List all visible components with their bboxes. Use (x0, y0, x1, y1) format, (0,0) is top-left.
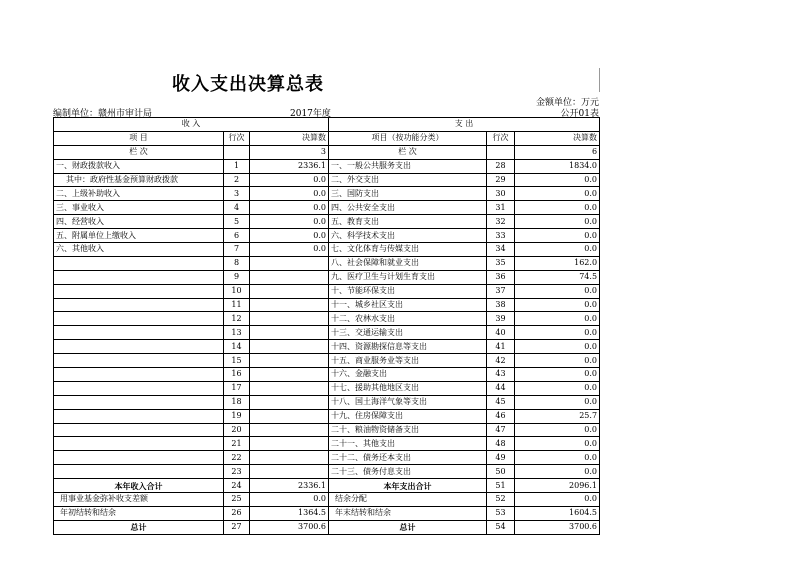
income-line: 7 (224, 243, 250, 257)
income-line: 4 (224, 201, 250, 215)
expense-item: 二十三、债务付息支出 (329, 465, 487, 479)
expense-item: 二、外交支出 (329, 173, 487, 187)
table-row (54, 437, 600, 451)
expense-end-label: 年末结转和结余 (329, 506, 487, 520)
expense-col-index: 6 (515, 145, 600, 159)
expense-line: 50 (487, 465, 515, 479)
expense-grand-total-amount: 3700.6 (515, 520, 600, 534)
income-item (54, 381, 224, 395)
income-item (54, 395, 224, 409)
income-begin-label: 年初结转和结余 (54, 506, 224, 520)
income-item (54, 270, 224, 284)
expense-grand-total-line: 54 (487, 520, 515, 534)
expense-amount: 0.0 (515, 284, 600, 298)
expense-lanci-label: 栏 次 (329, 145, 487, 159)
income-line: 13 (224, 326, 250, 340)
carryover-row (54, 506, 600, 520)
expense-item: 十五、商业服务业等支出 (329, 354, 487, 368)
expense-line: 48 (487, 437, 515, 451)
expense-line: 45 (487, 395, 515, 409)
expense-amount: 74.5 (515, 270, 600, 284)
expense-amount: 0.0 (515, 395, 600, 409)
table-row (54, 354, 600, 368)
expense-line: 28 (487, 159, 515, 173)
table-row (54, 215, 600, 229)
expense-amount: 0.0 (515, 173, 600, 187)
income-line: 1 (224, 159, 250, 173)
table-row (54, 270, 600, 284)
expense-amount: 0.0 (515, 465, 600, 479)
income-begin-amount: 1364.5 (250, 506, 329, 520)
table-row (54, 187, 600, 201)
expense-year-total-label: 本年支出合计 (329, 479, 487, 493)
expense-dist-line: 52 (487, 493, 515, 507)
income-item (54, 423, 224, 437)
expense-year-total-amount: 2096.1 (515, 479, 600, 493)
expense-line: 47 (487, 423, 515, 437)
income-item: 五、附属单位上缴收入 (54, 229, 224, 243)
expense-item: 十六、金融支出 (329, 368, 487, 382)
expense-item: 八、社会保障和就业支出 (329, 256, 487, 270)
income-amount (250, 326, 329, 340)
expense-line: 40 (487, 326, 515, 340)
income-amount (250, 409, 329, 423)
expense-line: 42 (487, 354, 515, 368)
expense-line: 44 (487, 381, 515, 395)
table-row (54, 368, 600, 382)
expense-end-line: 53 (487, 506, 515, 520)
income-year-total-line: 24 (224, 479, 250, 493)
income-line: 3 (224, 187, 250, 201)
expense-item: 十一、城乡社区支出 (329, 298, 487, 312)
income-year-total-amount: 2336.1 (250, 479, 329, 493)
income-item (54, 256, 224, 270)
income-amount: 0.0 (250, 243, 329, 257)
grand-total-row (54, 520, 600, 534)
expense-amount-header: 决算数 (515, 131, 600, 145)
expense-dist-amount: 0.0 (515, 493, 600, 507)
income-line-header: 行次 (224, 131, 250, 145)
expense-line: 43 (487, 368, 515, 382)
income-amount (250, 284, 329, 298)
expense-amount: 0.0 (515, 368, 600, 382)
income-lanci-label: 栏 次 (54, 145, 224, 159)
income-section-header: 收 入 (54, 118, 329, 132)
table-row (54, 381, 600, 395)
table-row (54, 451, 600, 465)
income-item (54, 284, 224, 298)
expense-line: 36 (487, 270, 515, 284)
income-item: 三、事业收入 (54, 201, 224, 215)
page-title: 收入支出决算总表 (172, 74, 324, 95)
expense-line: 32 (487, 215, 515, 229)
expense-amount: 0.0 (515, 229, 600, 243)
income-item (54, 340, 224, 354)
income-line: 8 (224, 256, 250, 270)
income-amount (250, 354, 329, 368)
income-amount (250, 381, 329, 395)
expense-item: 一、一般公共服务支出 (329, 159, 487, 173)
table-row (54, 173, 600, 187)
expense-item: 二十一、其他支出 (329, 437, 487, 451)
income-item (54, 437, 224, 451)
unit-label: 金额单位：万元 (535, 98, 599, 108)
income-line: 16 (224, 368, 250, 382)
expense-item-header: 项目（按功能分类） (329, 131, 487, 145)
expense-amount: 0.0 (515, 451, 600, 465)
org-label: 编制单位：赣州市审计局 (53, 109, 153, 119)
income-line: 2 (224, 173, 250, 187)
column-index-row (54, 145, 600, 159)
income-line: 15 (224, 354, 250, 368)
expense-item: 七、文化体育与传媒支出 (329, 243, 487, 257)
income-amount (250, 368, 329, 382)
expense-grand-total-label: 总计 (329, 520, 487, 534)
expense-dist-label: 结余分配 (329, 493, 487, 507)
year-label: 2017年度 (290, 109, 331, 119)
income-line: 17 (224, 381, 250, 395)
income-line: 21 (224, 437, 250, 451)
income-amount: 0.0 (250, 215, 329, 229)
income-item (54, 465, 224, 479)
expense-line: 30 (487, 187, 515, 201)
income-amount (250, 451, 329, 465)
expense-line: 33 (487, 229, 515, 243)
expense-item: 五、教育支出 (329, 215, 487, 229)
table-row (54, 326, 600, 340)
expense-line: 46 (487, 409, 515, 423)
income-grand-total-label: 总计 (54, 520, 224, 534)
table-row (54, 409, 600, 423)
income-line: 23 (224, 465, 250, 479)
table-row (54, 284, 600, 298)
income-amount: 0.0 (250, 201, 329, 215)
expense-amount: 0.0 (515, 298, 600, 312)
income-item (54, 312, 224, 326)
table-number: 公开01表 (560, 109, 599, 119)
income-amount: 2336.1 (250, 159, 329, 173)
expense-item: 十八、国土海洋气象等支出 (329, 395, 487, 409)
expense-item: 二十、粮油物资储备支出 (329, 423, 487, 437)
income-line: 9 (224, 270, 250, 284)
income-item: 一、财政拨款收入 (54, 159, 224, 173)
income-line-index (224, 145, 250, 159)
expense-amount: 0.0 (515, 326, 600, 340)
expense-item: 六、科学技术支出 (329, 229, 487, 243)
expense-line: 29 (487, 173, 515, 187)
expense-item: 二十二、债务还本支出 (329, 451, 487, 465)
income-fund-amount: 0.0 (250, 493, 329, 507)
income-line: 10 (224, 284, 250, 298)
expense-line: 35 (487, 256, 515, 270)
income-line: 18 (224, 395, 250, 409)
income-line: 5 (224, 215, 250, 229)
expense-line-header: 行次 (487, 131, 515, 145)
annual-total-row (54, 479, 600, 493)
income-grand-total-amount: 3700.6 (250, 520, 329, 534)
income-line: 6 (224, 229, 250, 243)
table-row (54, 243, 600, 257)
table-row (54, 201, 600, 215)
income-item (54, 409, 224, 423)
income-amount (250, 270, 329, 284)
income-item (54, 451, 224, 465)
expense-section-header: 支 出 (329, 118, 600, 132)
expense-item: 九、医疗卫生与计划生育支出 (329, 270, 487, 284)
expense-line: 31 (487, 201, 515, 215)
income-item (54, 368, 224, 382)
income-item (54, 354, 224, 368)
income-line: 22 (224, 451, 250, 465)
expense-line: 37 (487, 284, 515, 298)
income-item: 其中：政府性基金预算财政拨款 (54, 173, 224, 187)
expense-line: 41 (487, 340, 515, 354)
income-amount (250, 312, 329, 326)
table-row (54, 229, 600, 243)
page-edge-line (599, 68, 600, 92)
income-item-header: 项 目 (54, 131, 224, 145)
expense-line: 49 (487, 451, 515, 465)
expense-end-amount: 1604.5 (515, 506, 600, 520)
budget-summary-table (53, 117, 600, 535)
income-amount (250, 437, 329, 451)
income-line: 19 (224, 409, 250, 423)
income-line: 12 (224, 312, 250, 326)
income-amount (250, 340, 329, 354)
income-item: 二、上级补助收入 (54, 187, 224, 201)
income-amount (250, 423, 329, 437)
table-row (54, 340, 600, 354)
income-item: 六、其他收入 (54, 243, 224, 257)
expense-year-total-line: 51 (487, 479, 515, 493)
income-amount (250, 256, 329, 270)
expense-item: 三、国防支出 (329, 187, 487, 201)
income-amount: 0.0 (250, 173, 329, 187)
column-header-row (54, 131, 600, 145)
income-amount (250, 395, 329, 409)
income-item (54, 298, 224, 312)
expense-amount: 1834.0 (515, 159, 600, 173)
income-amount-header: 决算数 (250, 131, 329, 145)
income-year-total-label: 本年收入合计 (54, 479, 224, 493)
expense-line: 34 (487, 243, 515, 257)
income-amount (250, 298, 329, 312)
income-fund-label: 用事业基金弥补收支差额 (54, 493, 224, 507)
expense-item: 十二、农林水支出 (329, 312, 487, 326)
income-line: 11 (224, 298, 250, 312)
table-row (54, 395, 600, 409)
expense-amount: 0.0 (515, 215, 600, 229)
table-row (54, 159, 600, 173)
income-grand-total-line: 27 (224, 520, 250, 534)
expense-item: 十三、交通运输支出 (329, 326, 487, 340)
expense-amount: 0.0 (515, 437, 600, 451)
expense-item: 十、节能环保支出 (329, 284, 487, 298)
expense-amount: 0.0 (515, 340, 600, 354)
expense-amount: 0.0 (515, 354, 600, 368)
expense-amount: 0.0 (515, 423, 600, 437)
income-amount: 0.0 (250, 229, 329, 243)
income-begin-line: 26 (224, 506, 250, 520)
expense-line: 39 (487, 312, 515, 326)
table-row (54, 423, 600, 437)
income-line: 14 (224, 340, 250, 354)
expense-amount: 0.0 (515, 187, 600, 201)
expense-item: 十四、资源勘探信息等支出 (329, 340, 487, 354)
expense-line-index (487, 145, 515, 159)
income-item (54, 326, 224, 340)
expense-item: 四、公共安全支出 (329, 201, 487, 215)
expense-amount: 0.0 (515, 381, 600, 395)
expense-amount: 25.7 (515, 409, 600, 423)
table-row (54, 312, 600, 326)
income-amount (250, 465, 329, 479)
table-row (54, 256, 600, 270)
income-fund-line: 25 (224, 493, 250, 507)
income-amount: 0.0 (250, 187, 329, 201)
expense-amount: 0.0 (515, 201, 600, 215)
adjustment-row (54, 493, 600, 507)
expense-amount: 162.0 (515, 256, 600, 270)
table-row (54, 465, 600, 479)
income-col-index: 3 (250, 145, 329, 159)
table-row (54, 298, 600, 312)
expense-line: 38 (487, 298, 515, 312)
income-line: 20 (224, 423, 250, 437)
expense-item: 十九、住房保障支出 (329, 409, 487, 423)
expense-amount: 0.0 (515, 243, 600, 257)
expense-amount: 0.0 (515, 312, 600, 326)
income-item: 四、经营收入 (54, 215, 224, 229)
section-header-row (54, 118, 600, 132)
expense-item: 十七、援助其他地区支出 (329, 381, 487, 395)
